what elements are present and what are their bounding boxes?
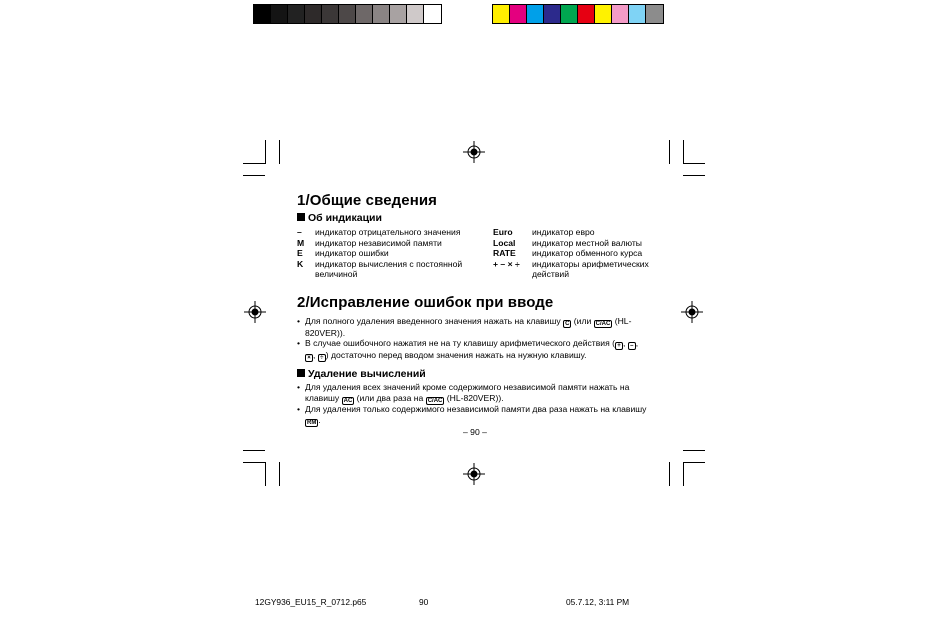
subheading-text: Удаление вычислений [308,368,426,380]
text: Для удаления только содержимого независимой памяти два раза нажать на клавишу [305,404,647,414]
subheading-clear-calculations [297,368,426,380]
indicator-description: индикатор обменного курса [532,248,643,258]
text: Для полного удаления введенного значения нажать на клавишу [305,316,561,326]
indicator-symbol: M [297,237,305,248]
color-swatch [510,5,527,23]
list-item [297,404,657,427]
text: ) достаточно перед вводом значения нажать на нужную клавишу. [325,350,587,360]
color-swatch [629,5,646,23]
process-color-bar [492,4,664,24]
crop-mark [243,175,265,176]
text: (или [573,316,592,326]
crop-mark [243,462,265,463]
list-item [297,382,657,405]
crop-mark [265,462,266,486]
text: 820VER)). [305,328,346,338]
indicator-symbol: Local [493,237,516,248]
crop-mark [683,462,705,463]
color-swatch [254,5,271,23]
minus-key-icon: – [628,342,636,350]
indicator-description: действий [532,269,569,279]
page-number: – 90 – [463,427,487,437]
color-swatch [356,5,373,23]
list-item-text [305,316,657,339]
indicator-description: индикатор ошибки [315,248,389,258]
indicator-symbol: Euro [493,227,513,237]
list-item [297,316,657,339]
indicator-symbol: K [297,258,304,269]
indicator-description: индикатор вычисления с постоянной [315,258,463,269]
color-swatch [322,5,339,23]
color-swatch [339,5,356,23]
color-swatch [407,5,424,23]
crop-mark [683,450,705,451]
footer-page: 90 [419,597,429,607]
list-item [297,338,657,362]
bullet-icon: • [297,382,301,392]
list-item-text: В случае ошибочного нажатия не на ту клавишу арифметического действия ( + , – , × , ÷ ) достаточно перед вводом значения нажать на нужную клавишу. [305,338,639,361]
section-title-error-correction: 2/Исправление ошибок при вводе [297,294,554,311]
text: (HL-820VER)). [446,393,504,403]
crop-mark [683,140,684,164]
square-bullet-icon [297,369,305,377]
plus-key-icon: + [615,342,623,350]
crop-mark [683,462,684,486]
crop-mark [669,140,670,164]
crop-mark [243,163,265,164]
color-swatch [578,5,595,23]
color-swatch [561,5,578,23]
registration-mark-icon [681,301,703,323]
color-swatch [373,5,390,23]
text: В случае ошибочного нажатия не на ту клавишу арифметического действия ( [305,338,615,348]
footer-file-name: 12GY936_EU15_R_0712.p65 [255,597,367,607]
footer-datetime: 05.7.12, 3:11 PM [566,597,630,607]
list-item-text: Для удаления только содержимого независимой памяти два раза нажать на клавишу RM . [305,404,647,426]
color-swatch [493,5,510,23]
divide-key-icon: ÷ [318,354,326,362]
color-swatch [646,5,663,23]
color-swatch [595,5,612,23]
times-key-icon: × [305,354,313,362]
text: (HL- [614,316,632,326]
cac-key-icon: C/AC [427,398,443,404]
indicator-symbol: – [297,227,302,237]
rm-key-icon: RM [307,420,317,426]
cac-key-icon: C/AC [595,321,611,327]
color-swatch [527,5,544,23]
indicator-description: индикатор независимой памяти [315,237,442,248]
text: клавишу [305,393,340,403]
color-swatch [288,5,305,23]
list-item-text [305,382,657,405]
bullet-icon: • [297,316,301,326]
indicator-symbol: RATE [493,248,516,258]
section-title-general: 1/Общие сведения [297,192,438,209]
indicator-symbol: E [297,248,303,258]
indicator-description: индикаторы арифметических [532,258,649,269]
indicator-description: величиной [315,269,358,279]
color-swatch [424,5,441,23]
c-key-icon: C [565,321,570,327]
registration-mark-icon [244,301,266,323]
bullet-icon: • [297,404,301,414]
subheading-text: Об индикации [308,212,382,224]
crop-mark [279,462,280,486]
registration-mark-icon [463,141,485,163]
crop-mark [265,140,266,164]
subheading-indicators [297,212,382,224]
ac-key-icon: AC [343,398,353,404]
indicator-description: индикатор евро [532,227,595,237]
crop-mark [683,175,705,176]
crop-mark [279,140,280,164]
text: Для удаления всех значений кроме содержимого независимой памяти нажать на [305,382,630,392]
indicator-symbol: + – × ÷ [493,258,520,269]
crop-mark [243,450,265,451]
grayscale-color-bar [253,4,442,24]
color-swatch [305,5,322,23]
registration-mark-icon [463,463,485,485]
color-swatch [544,5,561,23]
text: (или два раза на [356,393,424,403]
color-swatch [390,5,407,23]
crop-mark [683,163,705,164]
indicator-description: индикатор отрицательного значения [315,227,461,237]
crop-mark [669,462,670,486]
indicator-description: индикатор местной валюты [532,237,642,248]
bullet-icon: • [297,338,301,348]
color-swatch [612,5,629,23]
color-swatch [271,5,288,23]
square-bullet-icon [297,213,305,221]
